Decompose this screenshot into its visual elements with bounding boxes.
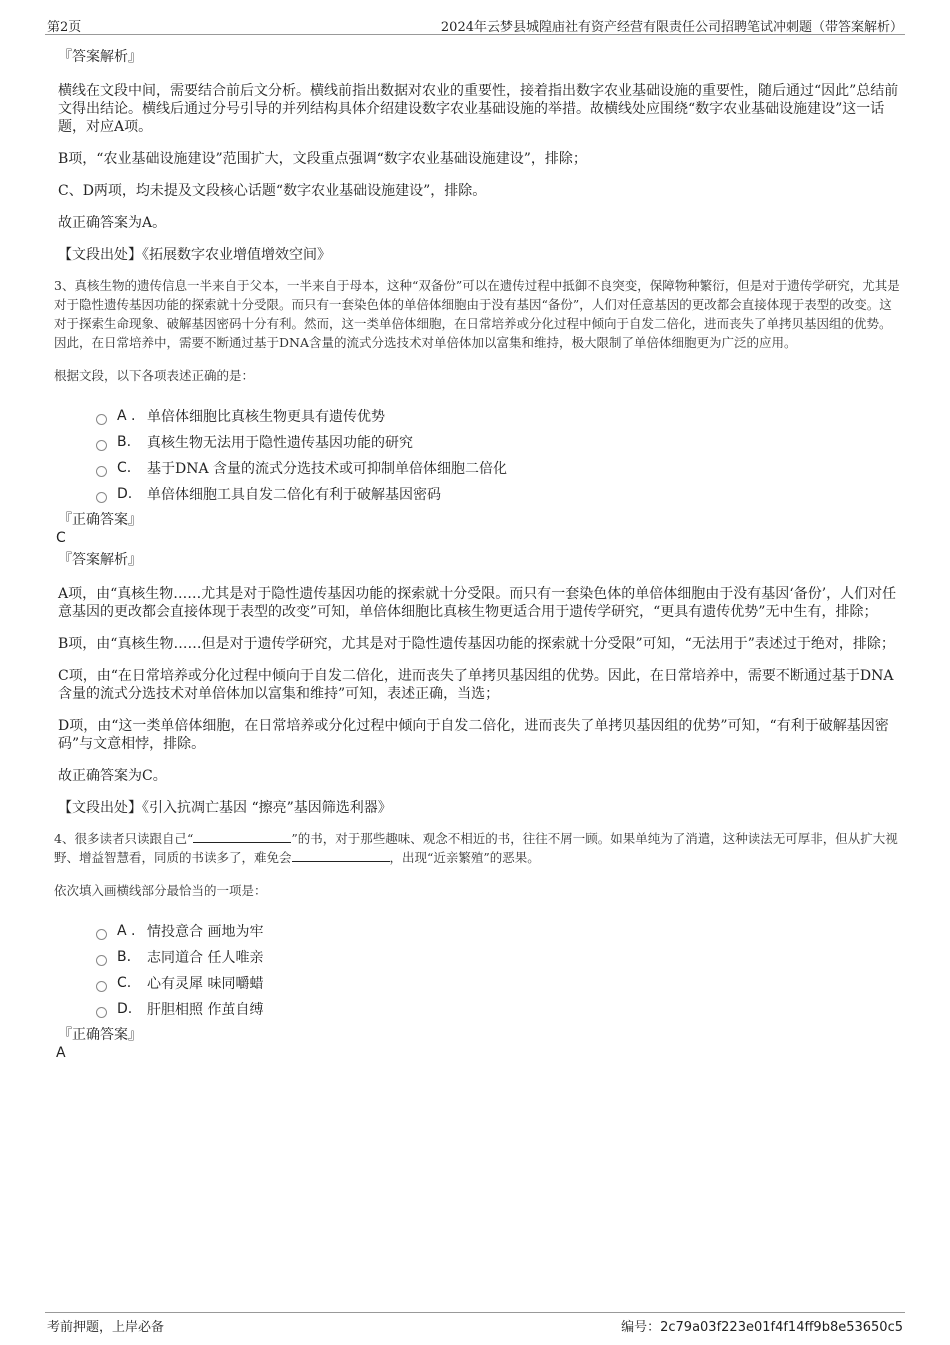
q3-analysis-a: A项，由“真核生物……尤其是对于隐性遗传基因功能的探索就十分受限。而只有一套染色体的单倍体细胞由于没有基因‘备份’，人们对任意基因的更改都会直接体现于表型的改变”可知，单倍体细胞比真核生物更适合用于遗传学研究，“更具有遗传优势”无中生有，排除； bbox=[58, 586, 897, 620]
q3-analysis-label: 『答案解析』 bbox=[58, 552, 142, 568]
radio-icon[interactable] bbox=[96, 414, 107, 425]
q3-answer: C bbox=[56, 530, 66, 546]
document-id: 编号：2c79a03f223e01f4f14ff9b8e53650c5 bbox=[621, 1320, 903, 1335]
q3-analysis-c: C项，由“在日常培养或分化过程中倾向于自发二倍化，进而丧失了单拷贝基因组的优势。因此，在日常培养中，需要不断通过基于DNA 含量的流式分选技术对单倍体加以富集和维持”可知，表述正确，当选； bbox=[58, 668, 894, 702]
page-number: 第2页 bbox=[47, 20, 82, 35]
radio-icon[interactable] bbox=[96, 955, 107, 966]
q3-answer-label: 『正确答案』 bbox=[58, 512, 142, 528]
footer-slogan: 考前押题，上岸必备 bbox=[47, 1320, 165, 1335]
radio-icon[interactable] bbox=[96, 466, 107, 477]
q3-question: 3、真核生物的遗传信息一半来自于父本，一半来自于母本，这种“双备份”可以在遗传过程中抵御不良突变，保障物种繁衍，但是对于遗传学研究，尤其是对于隐性遗传基因功能的探索就十分受限。而只有一套染色体的单倍体细胞由于没有基因“备份”，人们对任意基因的更改都会直接体现于表型的改变。这对于探索生命现象、破解基因密码十分有利。然而，这一类单倍体细胞，在日常培养或分化过程中倾向于自发二倍化，进而丧失了单拷贝基因组的优势。因此，在日常培养中，需要不断通过基于DNA含量的流式分选技术对单倍体加以富集和维持，极大限制了单倍体细胞更为广泛的应用。 bbox=[54, 278, 900, 350]
blank-line-1 bbox=[193, 830, 291, 843]
radio-icon[interactable] bbox=[96, 492, 107, 503]
q3-conclusion: 故正确答案为C。 bbox=[58, 768, 167, 784]
q4-option-a[interactable]: A . 情投意合 画地为牢 bbox=[96, 918, 902, 944]
q3-option-b[interactable]: B. 真核生物无法用于隐性遗传基因功能的研究 bbox=[96, 429, 902, 455]
q2-analysis-p2: B项，“农业基础设施建设”范围扩大，文段重点强调“数字农业基础设施建设”，排除； bbox=[58, 151, 587, 167]
q4-answer: A bbox=[56, 1045, 66, 1061]
radio-icon[interactable] bbox=[96, 440, 107, 451]
q3-options bbox=[96, 403, 902, 507]
q3-option-d[interactable]: D. 单倍体细胞工具自发二倍化有利于破解基因密码 bbox=[96, 481, 902, 507]
document-title: 2024年云梦县城隍庙社有资产经营有限责任公司招聘笔试冲刺题（带答案解析） bbox=[440, 20, 903, 35]
q2-source: 【文段出处】《拓展数字农业增值增效空间》 bbox=[58, 247, 331, 263]
q4-option-c[interactable]: C. 心有灵犀 味同嚼蜡 bbox=[96, 970, 902, 996]
radio-icon[interactable] bbox=[96, 929, 107, 940]
q4-prompt: 依次填入画横线部分最恰当的一项是： bbox=[54, 883, 267, 898]
q3-analysis-d: D项，由“这一类单倍体细胞，在日常培养或分化过程中倾向于自发二倍化，进而丧失了单拷贝基因组的优势”可知，“有利于破解基因密码”与文意相悖，排除。 bbox=[58, 718, 889, 752]
q4-option-b[interactable]: B. 志同道合 任人唯亲 bbox=[96, 944, 902, 970]
q3-prompt: 根据文段，以下各项表述正确的是： bbox=[54, 368, 255, 383]
radio-icon[interactable] bbox=[96, 981, 107, 992]
radio-icon[interactable] bbox=[96, 1007, 107, 1018]
page-header bbox=[45, 14, 905, 35]
q4-question: 4、很多读者只读跟自己“ ”的书，对于那些趣味、观念不相近的书，往往不屑一顾。如果单纯为了消遣，这种读法无可厚非，但从扩大视野、增益智慧看，同质的书读多了，难免会 ，出现“近亲繁殖”的恶果。 bbox=[54, 831, 898, 865]
q2-analysis-p3: C、D两项，均未提及文段核心话题“数字农业基础设施建设”，排除。 bbox=[58, 183, 487, 199]
q3-option-c[interactable]: C. 基于DNA 含量的流式分选技术或可抑制单倍体细胞二倍化 bbox=[96, 455, 902, 481]
q4-option-d[interactable]: D. 肝胆相照 作茧自缚 bbox=[96, 996, 902, 1022]
q2-conclusion: 故正确答案为A。 bbox=[58, 215, 167, 231]
q4-options bbox=[96, 918, 902, 1022]
q3-option-a[interactable]: A . 单倍体细胞比真核生物更具有遗传优势 bbox=[96, 403, 902, 429]
page-footer bbox=[45, 1312, 905, 1333]
q2-analysis-p1: 横线在文段中间，需要结合前后文分析。横线前指出数据对农业的重要性，接着指出数字农业基础设施的重要性，随后通过“因此”总结前文得出结论。横线后通过分号引导的并列结构具体介绍建设数字农业基础设施的举措。故横线处应围绕“数字农业基础设施建设”这一话题，对应A项。 bbox=[58, 83, 899, 135]
q3-analysis-b: B项，由“真核生物……但是对于遗传学研究，尤其是对于隐性遗传基因功能的探索就十分受限”可知，“无法用于”表述过于绝对，排除； bbox=[58, 636, 895, 652]
q4-answer-label: 『正确答案』 bbox=[58, 1027, 142, 1043]
blank-line-2 bbox=[292, 849, 390, 862]
page-content bbox=[54, 44, 902, 1062]
q2-analysis-label: 『答案解析』 bbox=[58, 49, 142, 65]
q3-source: 【文段出处】《引入抗凋亡基因 “擦亮”基因筛选利器》 bbox=[58, 800, 392, 816]
